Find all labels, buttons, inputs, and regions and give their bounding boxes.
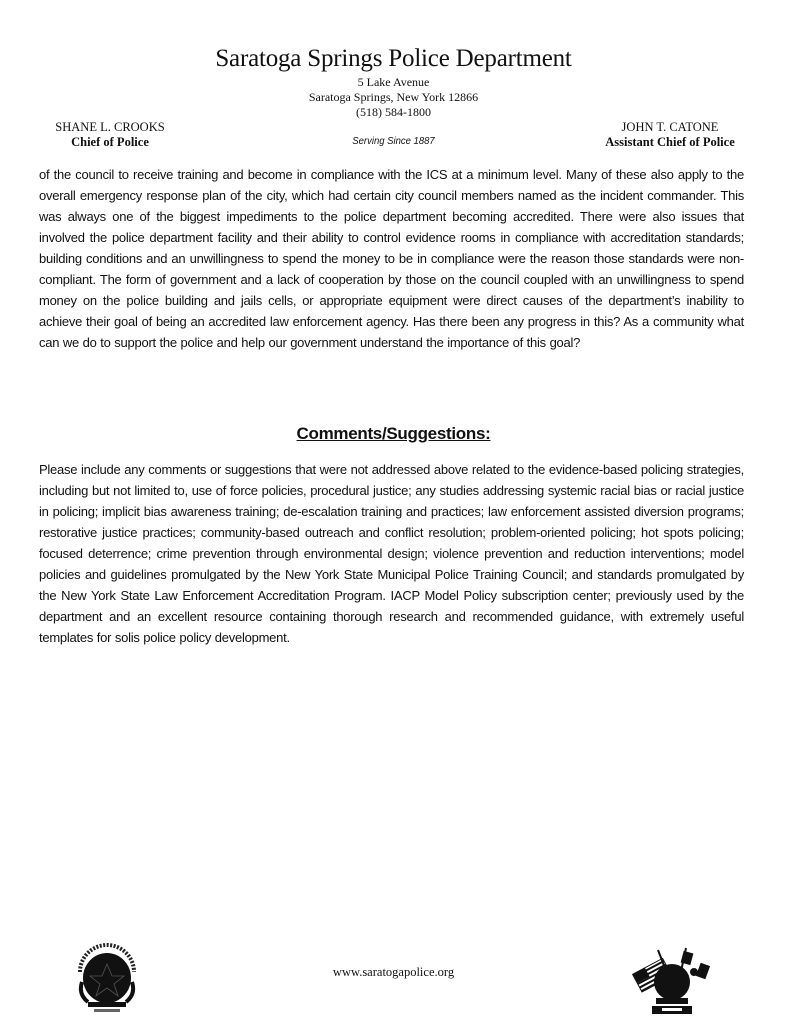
website-url: www.saratogapolice.org xyxy=(332,965,455,979)
tagline: Serving Since 1887 xyxy=(352,136,435,147)
flags-emblem-icon xyxy=(632,942,712,1018)
section-heading-comments: Comments/Suggestions: xyxy=(296,424,491,443)
address-street: 5 Lake Avenue xyxy=(357,75,430,89)
body-paragraph-2: Please include any comments or suggestions that were not addressed above related to the evidence-based policing strategies, including but not limited to, use of force policies, procedural justice; any studies addressing systemic racial bias or racial justice in policing; implicit bias awareness training; de-escalation training and practices; law enforcement assisted diversion programs; restorative justice practices; community-based outreach and conflict resolution; problem-oriented policing; hot spots policing; focused deterrence; crime prevention through environmental design; violence prevention and reduction interventions; model policies and guidelines promulgated by the New York State Municipal Police Training Council; and standards promulgated by the New York State Law Enforcement Accreditation Program. IACP Model Policy subscription center; previously used by the department and an excellent resource containing thorough research and recommended guidance, with extremely useful templates for solis police policy development. xyxy=(39,462,744,645)
chief-name: SHANE L. CROOKS xyxy=(55,120,165,134)
assistant-chief-block xyxy=(590,120,750,150)
iacp-seal-icon xyxy=(74,942,140,1018)
assistant-chief-title: Assistant Chief of Police xyxy=(605,135,735,149)
chief-title: Chief of Police xyxy=(71,135,149,149)
address-city: Saratoga Springs, New York 12866 xyxy=(308,90,479,104)
organization-title: Saratoga Springs Police Department xyxy=(215,45,572,72)
phone-number: (518) 584-1800 xyxy=(356,105,431,119)
assistant-chief-name: JOHN T. CATONE xyxy=(621,120,719,134)
body-paragraph-1: of the council to receive training and become in compliance with the ICS at a minimum level. Many of these also apply to the overall emergency response plan of the city, which had certain city council members named as the incident commander. This was always one of the biggest impediments to the police department becoming accredited. There were also issues that involved the police department facility and their ability to control evidence rooms in compliance with accreditation standards; building conditions and an unwillingness to spend the money to be in compliance were the reason those standards were non-compliant. The form of government and a lack of cooperation by those on the council coupled with an unwillingness to spend money on the police building and jails cells, or appropriate equipment were direct causes of the department’s inability to achieve their goal of being an accredited law enforcement agency. Has there been any progress in this? As a community what can we do to support the police and help our government understand the importance of this goal? xyxy=(39,167,744,350)
